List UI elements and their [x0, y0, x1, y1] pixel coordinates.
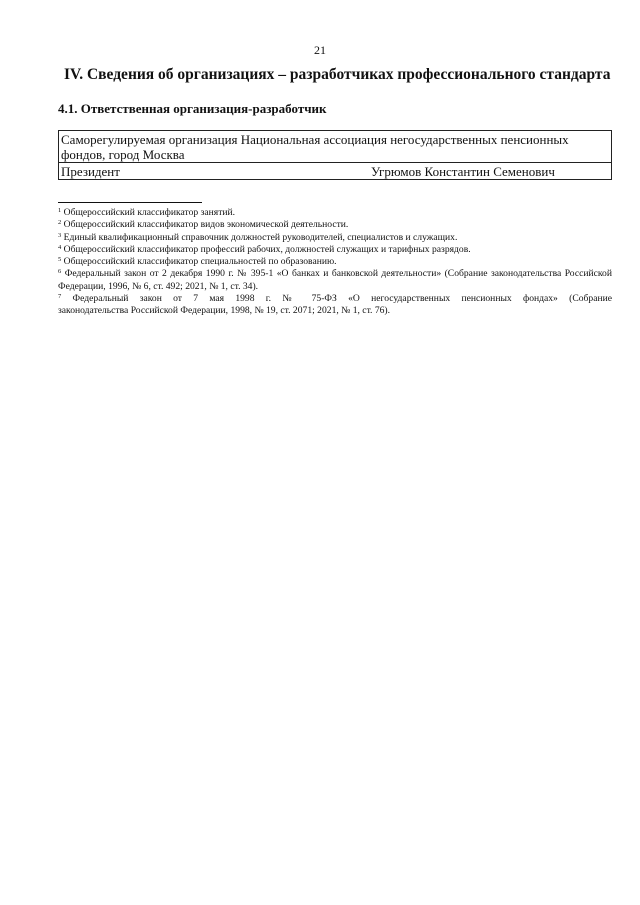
footnote: [58, 232, 612, 244]
footnote: [58, 207, 612, 219]
footnote-number: 2: [58, 219, 62, 227]
footnote-number: 7: [58, 293, 62, 301]
footnote-text: Общероссийский классификатор специальностей по образованию.: [63, 256, 337, 268]
footnote-number: 1: [58, 207, 62, 214]
organization-name-line-2: фондов, город Москва: [61, 147, 185, 162]
footnote-continuation: законодательства Российской Федерации, 1998, № 19, ст. 2071; 2021, № 1, ст. 76).: [58, 305, 391, 317]
footnote: [58, 219, 612, 231]
footnote-number: 3: [58, 231, 62, 239]
footnote: [58, 244, 612, 256]
footnote-separator: [58, 202, 202, 203]
footnote-text: Федеральный закон от 2 декабря 1990 г. № 395-1 «О банках и банковской деятельности» (Собрание законодательства Российской Федерации, 1996, № 6, ст. 492; 2021, № 1, ст. 34).: [58, 268, 612, 292]
signatory-row: [59, 163, 612, 180]
footnote-text: Общероссийский классификатор занятий.: [63, 207, 236, 218]
footnote-text: Федеральный закон от 7 мая 1998 г. № 75-ФЗ «О негосударственных пенсионных фондах» (Собрание: [72, 293, 612, 305]
organization-name-cell: [59, 131, 612, 163]
footnote: [58, 268, 612, 293]
organization-name-line-1: Саморегулируемая организация Национальная ассоциация негосударственных пенсионных: [61, 132, 569, 147]
footnote: [58, 293, 612, 305]
organization-name-row: [59, 131, 612, 163]
subsection-title: 4.1. Ответственная организация-разработчик: [58, 101, 327, 116]
signatory-position: Президент: [59, 163, 370, 180]
signatory-name: Угрюмов Константин Семенович: [369, 163, 612, 180]
footnote-text: Единый квалификационный справочник должностей руководителей, специалистов и служащих.: [63, 231, 458, 243]
page-number: 21: [314, 43, 326, 57]
footnote-text: Общероссийский классификатор профессий рабочих, должностей служащих и тарифных разрядов.: [63, 243, 471, 255]
footnote-number: 5: [58, 256, 62, 264]
organization-table: [58, 130, 612, 180]
section-title: IV. Сведения об организациях – разработчиках профессионального стандарта: [64, 66, 611, 83]
footnote-number: 4: [58, 243, 62, 251]
footnote-number: 6: [58, 268, 62, 276]
footnote-text: Общероссийский классификатор видов экономической деятельности.: [63, 219, 349, 231]
footnotes: [58, 207, 612, 318]
footnote: [58, 256, 612, 268]
